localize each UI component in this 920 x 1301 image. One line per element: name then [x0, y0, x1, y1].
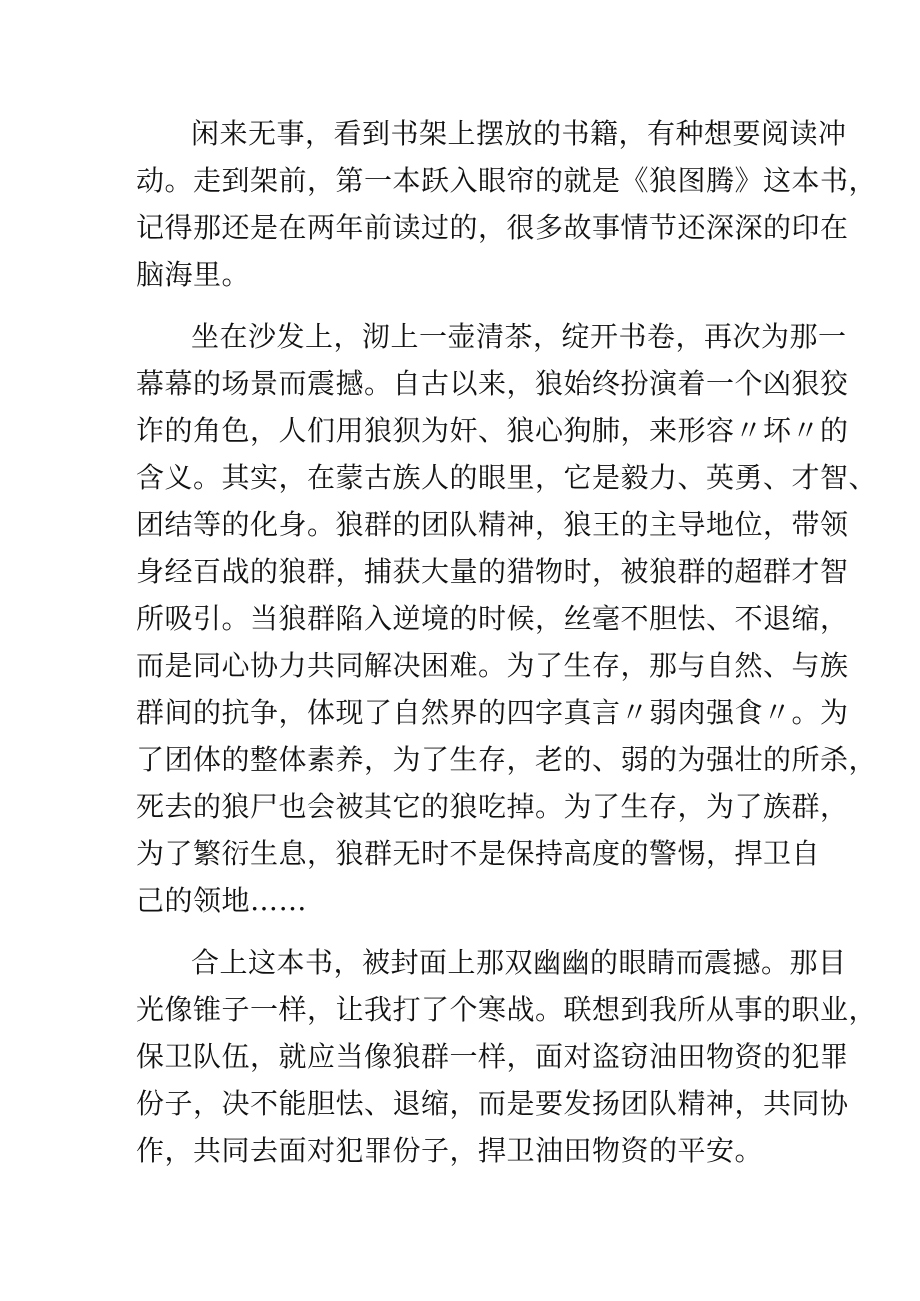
- text-line: 而是同心协力共同解决困难。为了生存，那与自然、与族: [136, 649, 849, 682]
- text-line: 为了繁衍生息，狼群无时不是保持高度的警惕，捍卫自: [136, 837, 821, 870]
- text-line: 己的领地……: [136, 884, 308, 917]
- paragraph-3: [136, 939, 878, 1174]
- text-line: 合上这本书，被封面上那双幽幽的眼睛而震撼。那目: [191, 946, 847, 979]
- text-line: 作，共同去面对犯罪份子，捍卫油田物资的平安。: [136, 1134, 764, 1167]
- text-line: 幕幕的场景而震撼。自古以来，狼始终扮演着一个凶狠狡: [136, 367, 849, 400]
- paragraph-2: [136, 313, 878, 924]
- text-line: 所吸引。当狼群陷入逆境的时候，丝毫不胆怯、不退缩，: [136, 602, 849, 635]
- text-line: 了团体的整体素养，为了生存，老的、弱的为强壮的所杀，: [136, 743, 878, 776]
- text-line: 脑海里。: [136, 258, 251, 291]
- text-line: 坐在沙发上，沏上一壶清茶，绽开书卷，再次为那一: [191, 320, 847, 353]
- text-line: 含义。其实，在蒙古族人的眼里，它是毅力、英勇、才智、: [136, 461, 878, 494]
- text-line: 身经百战的狼群，捕获大量的猎物时，被狼群的超群才智: [136, 555, 849, 588]
- text-line: 记得那还是在两年前读过的，很多故事情节还深深的印在: [136, 211, 849, 244]
- text-line: 光像锥子一样，让我打了个寒战。联想到我所从事的职业，: [136, 993, 878, 1026]
- text-line: 闲来无事，看到书架上摆放的书籍，有种想要阅读冲: [191, 117, 847, 150]
- text-line: 动。走到架前，第一本跃入眼帘的就是《狼图腾》这本书，: [136, 164, 878, 197]
- text-line: 份子，决不能胆怯、退缩，而是要发扬团队精神，共同协: [136, 1087, 849, 1120]
- paragraph-1: [136, 110, 878, 298]
- document-body: [136, 110, 878, 1174]
- text-line: 群间的抗争，体现了自然界的四字真言〃弱肉强食〃。为: [136, 696, 849, 729]
- text-line: 诈的角色，人们用狼狈为奸、狼心狗肺，来形容〃坏〃的: [136, 414, 849, 447]
- text-line: 团结等的化身。狼群的团队精神，狼王的主导地位，带领: [136, 508, 849, 541]
- text-line: 死去的狼尸也会被其它的狼吃掉。为了生存，为了族群，: [136, 790, 849, 823]
- text-line: 保卫队伍，就应当像狼群一样，面对盗窃油田物资的犯罪: [136, 1040, 849, 1073]
